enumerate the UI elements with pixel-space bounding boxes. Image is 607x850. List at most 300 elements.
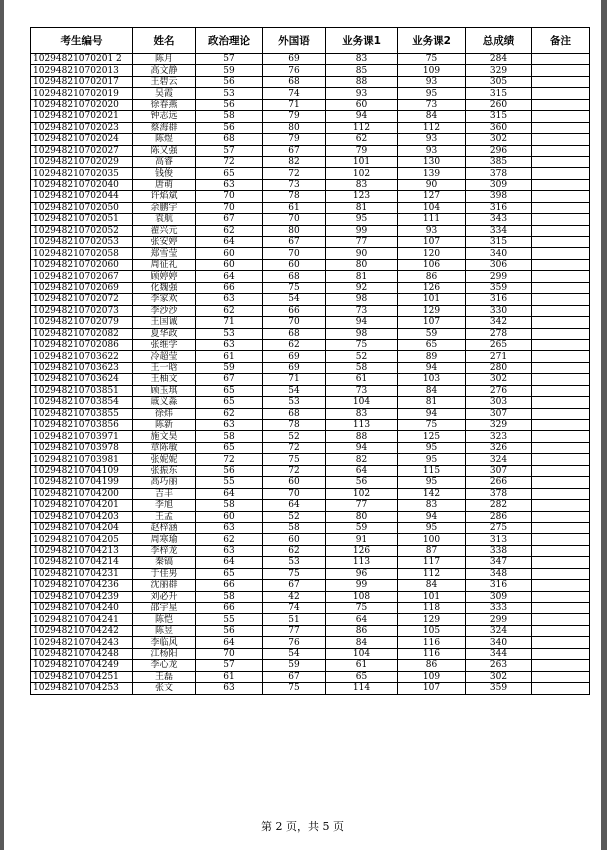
- politics-cell: 71: [196, 317, 263, 328]
- politics-cell: 64: [196, 237, 263, 248]
- table-row: [31, 637, 590, 648]
- subject-1-cell: 94: [326, 111, 398, 122]
- header-subject-2: 业务课2: [398, 28, 466, 54]
- total-score-cell: 378: [466, 168, 532, 179]
- politics-cell: 72: [196, 454, 263, 465]
- total-score-cell: 309: [466, 179, 532, 190]
- remarks-cell: [532, 454, 590, 465]
- politics-cell: 60: [196, 259, 263, 270]
- remarks-cell: [532, 683, 590, 694]
- total-score-cell: 303: [466, 397, 532, 408]
- subject-2-cell: 95: [398, 454, 466, 465]
- foreign-language-cell: 70: [263, 214, 326, 225]
- total-score-cell: 266: [466, 477, 532, 488]
- remarks-cell: [532, 225, 590, 236]
- table-row: [31, 545, 590, 556]
- subject-1-cell: 62: [326, 134, 398, 145]
- total-score-cell: 315: [466, 237, 532, 248]
- subject-1-cell: 98: [326, 294, 398, 305]
- remarks-cell: [532, 545, 590, 556]
- total-score-cell: 316: [466, 202, 532, 213]
- foreign-language-cell: 68: [263, 76, 326, 87]
- subject-1-cell: 113: [326, 420, 398, 431]
- foreign-language-cell: 61: [263, 202, 326, 213]
- total-score-cell: 260: [466, 99, 532, 110]
- subject-2-cell: 94: [398, 408, 466, 419]
- foreign-language-cell: 76: [263, 637, 326, 648]
- name-cell: 顾玉琪: [133, 385, 196, 396]
- politics-cell: 63: [196, 522, 263, 533]
- table-row: [31, 282, 590, 293]
- subject-2-cell: 107: [398, 237, 466, 248]
- candidate-id-cell: 102948210702069: [31, 282, 133, 293]
- total-score-cell: 333: [466, 603, 532, 614]
- candidate-id-cell: 102948210703854: [31, 397, 133, 408]
- candidate-id-cell: 102948210702060: [31, 259, 133, 270]
- politics-cell: 56: [196, 122, 263, 133]
- foreign-language-cell: 51: [263, 614, 326, 625]
- candidate-id-cell: 10294821070201 2: [31, 54, 133, 65]
- subject-1-cell: 108: [326, 591, 398, 602]
- subject-1-cell: 93: [326, 88, 398, 99]
- name-cell: 章陈敏: [133, 442, 196, 453]
- foreign-language-cell: 68: [263, 271, 326, 282]
- table-row: [31, 214, 590, 225]
- subject-2-cell: 90: [398, 179, 466, 190]
- table-row: [31, 614, 590, 625]
- candidate-id-cell: 102948210702051: [31, 214, 133, 225]
- subject-2-cell: 93: [398, 76, 466, 87]
- subject-1-cell: 104: [326, 397, 398, 408]
- name-cell: 徐炜: [133, 408, 196, 419]
- total-score-cell: 348: [466, 568, 532, 579]
- total-score-cell: 302: [466, 671, 532, 682]
- politics-cell: 70: [196, 202, 263, 213]
- table-row: [31, 122, 590, 133]
- subject-1-cell: 85: [326, 65, 398, 76]
- foreign-language-cell: 66: [263, 305, 326, 316]
- candidate-id-cell: 102948210704201: [31, 500, 133, 511]
- remarks-cell: [532, 637, 590, 648]
- politics-cell: 59: [196, 362, 263, 373]
- remarks-cell: [532, 385, 590, 396]
- subject-1-cell: 83: [326, 54, 398, 65]
- subject-2-cell: 117: [398, 557, 466, 568]
- subject-2-cell: 93: [398, 134, 466, 145]
- subject-2-cell: 95: [398, 88, 466, 99]
- candidate-id-cell: 102948210702040: [31, 179, 133, 190]
- remarks-cell: [532, 351, 590, 362]
- politics-cell: 63: [196, 545, 263, 556]
- name-cell: 陈煜: [133, 134, 196, 145]
- table-row: [31, 648, 590, 659]
- total-score-cell: 340: [466, 637, 532, 648]
- candidate-id-cell: 102948210704214: [31, 557, 133, 568]
- total-score-cell: 378: [466, 488, 532, 499]
- foreign-language-cell: 67: [263, 145, 326, 156]
- subject-2-cell: 100: [398, 534, 466, 545]
- score-table: [30, 27, 590, 695]
- table-row: [31, 134, 590, 145]
- politics-cell: 68: [196, 134, 263, 145]
- foreign-language-cell: 68: [263, 328, 326, 339]
- foreign-language-cell: 82: [263, 156, 326, 167]
- table-row: [31, 225, 590, 236]
- table-row: [31, 385, 590, 396]
- foreign-language-cell: 77: [263, 625, 326, 636]
- politics-cell: 64: [196, 637, 263, 648]
- document-page: [4, 0, 601, 850]
- subject-1-cell: 79: [326, 145, 398, 156]
- politics-cell: 67: [196, 214, 263, 225]
- subject-2-cell: 111: [398, 214, 466, 225]
- table-row: [31, 660, 590, 671]
- name-cell: 李临风: [133, 637, 196, 648]
- table-row: [31, 568, 590, 579]
- candidate-id-cell: 102948210702027: [31, 145, 133, 156]
- subject-2-cell: 107: [398, 317, 466, 328]
- foreign-language-cell: 58: [263, 522, 326, 533]
- name-cell: 江杨阳: [133, 648, 196, 659]
- candidate-id-cell: 102948210703856: [31, 420, 133, 431]
- candidate-id-cell: 102948210702044: [31, 191, 133, 202]
- candidate-id-cell: 102948210703623: [31, 362, 133, 373]
- subject-1-cell: 95: [326, 214, 398, 225]
- table-row: [31, 179, 590, 190]
- name-cell: 王国诚: [133, 317, 196, 328]
- foreign-language-cell: 54: [263, 294, 326, 305]
- remarks-cell: [532, 568, 590, 579]
- foreign-language-cell: 70: [263, 248, 326, 259]
- name-cell: 唐萌: [133, 179, 196, 190]
- name-cell: 李梓龙: [133, 545, 196, 556]
- name-cell: 张安婷: [133, 237, 196, 248]
- foreign-language-cell: 53: [263, 397, 326, 408]
- table-row: [31, 431, 590, 442]
- subject-2-cell: 104: [398, 202, 466, 213]
- total-score-cell: 282: [466, 500, 532, 511]
- total-score-cell: 265: [466, 339, 532, 350]
- table-row: [31, 88, 590, 99]
- candidate-id-cell: 102948210702058: [31, 248, 133, 259]
- name-cell: 陈新: [133, 420, 196, 431]
- subject-2-cell: 94: [398, 362, 466, 373]
- politics-cell: 65: [196, 385, 263, 396]
- table-row: [31, 442, 590, 453]
- politics-cell: 62: [196, 534, 263, 545]
- subject-2-cell: 107: [398, 683, 466, 694]
- remarks-cell: [532, 134, 590, 145]
- subject-2-cell: 129: [398, 614, 466, 625]
- name-cell: 秦镐: [133, 557, 196, 568]
- subject-2-cell: 101: [398, 294, 466, 305]
- candidate-id-cell: 102948210702072: [31, 294, 133, 305]
- total-score-cell: 359: [466, 282, 532, 293]
- name-cell: 顾婷婷: [133, 271, 196, 282]
- table-row: [31, 580, 590, 591]
- foreign-language-cell: 70: [263, 488, 326, 499]
- subject-1-cell: 59: [326, 522, 398, 533]
- subject-1-cell: 102: [326, 168, 398, 179]
- remarks-cell: [532, 294, 590, 305]
- candidate-id-cell: 102948210704236: [31, 580, 133, 591]
- foreign-language-cell: 59: [263, 660, 326, 671]
- remarks-cell: [532, 374, 590, 385]
- subject-2-cell: 112: [398, 568, 466, 579]
- name-cell: 余鹏宇: [133, 202, 196, 213]
- foreign-language-cell: 54: [263, 385, 326, 396]
- total-score-cell: 323: [466, 431, 532, 442]
- header-subject-1: 业务课1: [326, 28, 398, 54]
- remarks-cell: [532, 625, 590, 636]
- foreign-language-cell: 71: [263, 99, 326, 110]
- subject-2-cell: 95: [398, 442, 466, 453]
- remarks-cell: [532, 442, 590, 453]
- subject-2-cell: 86: [398, 271, 466, 282]
- table-row: [31, 145, 590, 156]
- remarks-cell: [532, 305, 590, 316]
- politics-cell: 61: [196, 671, 263, 682]
- table-row: [31, 454, 590, 465]
- name-cell: 王碧云: [133, 76, 196, 87]
- name-cell: 李家欢: [133, 294, 196, 305]
- name-cell: 翟兴元: [133, 225, 196, 236]
- subject-2-cell: 109: [398, 671, 466, 682]
- subject-2-cell: 116: [398, 648, 466, 659]
- candidate-id-cell: 102948210704231: [31, 568, 133, 579]
- politics-cell: 62: [196, 408, 263, 419]
- subject-2-cell: 115: [398, 465, 466, 476]
- subject-1-cell: 80: [326, 259, 398, 270]
- name-cell: 夏华政: [133, 328, 196, 339]
- total-score-cell: 275: [466, 522, 532, 533]
- total-score-cell: 302: [466, 374, 532, 385]
- header-candidate-id: 考生编号: [31, 28, 133, 54]
- candidate-id-cell: 102948210702052: [31, 225, 133, 236]
- subject-1-cell: 83: [326, 408, 398, 419]
- foreign-language-cell: 71: [263, 374, 326, 385]
- candidate-id-cell: 102948210702067: [31, 271, 133, 282]
- name-cell: 陈恺: [133, 614, 196, 625]
- subject-2-cell: 118: [398, 603, 466, 614]
- foreign-language-cell: 54: [263, 648, 326, 659]
- politics-cell: 55: [196, 477, 263, 488]
- candidate-id-cell: 102948210704203: [31, 511, 133, 522]
- politics-cell: 63: [196, 683, 263, 694]
- remarks-cell: [532, 76, 590, 87]
- foreign-language-cell: 74: [263, 88, 326, 99]
- subject-1-cell: 126: [326, 545, 398, 556]
- subject-1-cell: 65: [326, 671, 398, 682]
- politics-cell: 62: [196, 225, 263, 236]
- foreign-language-cell: 79: [263, 134, 326, 145]
- table-row: [31, 408, 590, 419]
- candidate-id-cell: 102948210702020: [31, 99, 133, 110]
- foreign-language-cell: 67: [263, 580, 326, 591]
- remarks-cell: [532, 317, 590, 328]
- remarks-cell: [532, 271, 590, 282]
- remarks-cell: [532, 168, 590, 179]
- subject-2-cell: 86: [398, 660, 466, 671]
- table-row: [31, 339, 590, 350]
- foreign-language-cell: 42: [263, 591, 326, 602]
- table-row: [31, 397, 590, 408]
- total-score-cell: 278: [466, 328, 532, 339]
- subject-2-cell: 129: [398, 305, 466, 316]
- politics-cell: 65: [196, 568, 263, 579]
- subject-1-cell: 64: [326, 614, 398, 625]
- foreign-language-cell: 80: [263, 225, 326, 236]
- politics-cell: 62: [196, 305, 263, 316]
- subject-1-cell: 123: [326, 191, 398, 202]
- table-row: [31, 362, 590, 373]
- name-cell: 周征礼: [133, 259, 196, 270]
- table-row: [31, 465, 590, 476]
- table-row: [31, 76, 590, 87]
- subject-1-cell: 113: [326, 557, 398, 568]
- subject-1-cell: 60: [326, 99, 398, 110]
- candidate-id-cell: 102948210704240: [31, 603, 133, 614]
- candidate-id-cell: 102948210702035: [31, 168, 133, 179]
- remarks-cell: [532, 214, 590, 225]
- table-row: [31, 328, 590, 339]
- name-cell: 张文: [133, 683, 196, 694]
- subject-2-cell: 120: [398, 248, 466, 259]
- table-row: [31, 351, 590, 362]
- politics-cell: 60: [196, 248, 263, 259]
- subject-2-cell: 116: [398, 637, 466, 648]
- foreign-language-cell: 53: [263, 557, 326, 568]
- foreign-language-cell: 60: [263, 259, 326, 270]
- foreign-language-cell: 74: [263, 603, 326, 614]
- total-score-cell: 307: [466, 408, 532, 419]
- politics-cell: 55: [196, 614, 263, 625]
- subject-1-cell: 90: [326, 248, 398, 259]
- candidate-id-cell: 102948210704205: [31, 534, 133, 545]
- foreign-language-cell: 80: [263, 122, 326, 133]
- subject-1-cell: 75: [326, 339, 398, 350]
- politics-cell: 63: [196, 179, 263, 190]
- total-score-cell: 296: [466, 145, 532, 156]
- candidate-id-cell: 102948210703971: [31, 431, 133, 442]
- name-cell: 李沙沙: [133, 305, 196, 316]
- table-row: [31, 168, 590, 179]
- politics-cell: 66: [196, 580, 263, 591]
- remarks-cell: [532, 580, 590, 591]
- name-cell: 于佳男: [133, 568, 196, 579]
- foreign-language-cell: 60: [263, 534, 326, 545]
- candidate-id-cell: 102948210704243: [31, 637, 133, 648]
- subject-2-cell: 89: [398, 351, 466, 362]
- politics-cell: 59: [196, 65, 263, 76]
- name-cell: 袁航: [133, 214, 196, 225]
- subject-1-cell: 101: [326, 156, 398, 167]
- remarks-cell: [532, 191, 590, 202]
- name-cell: 高巧丽: [133, 477, 196, 488]
- subject-2-cell: 125: [398, 431, 466, 442]
- subject-1-cell: 52: [326, 351, 398, 362]
- remarks-cell: [532, 534, 590, 545]
- subject-2-cell: 94: [398, 511, 466, 522]
- remarks-cell: [532, 511, 590, 522]
- subject-2-cell: 142: [398, 488, 466, 499]
- total-score-cell: 316: [466, 580, 532, 591]
- foreign-language-cell: 78: [263, 191, 326, 202]
- table-row: [31, 202, 590, 213]
- remarks-cell: [532, 648, 590, 659]
- candidate-id-cell: 102948210702019: [31, 88, 133, 99]
- politics-cell: 56: [196, 465, 263, 476]
- foreign-language-cell: 73: [263, 179, 326, 190]
- total-score-cell: 359: [466, 683, 532, 694]
- table-row: [31, 557, 590, 568]
- remarks-cell: [532, 259, 590, 270]
- table-row: [31, 671, 590, 682]
- remarks-cell: [532, 99, 590, 110]
- total-score-cell: 276: [466, 385, 532, 396]
- name-cell: 施文昊: [133, 431, 196, 442]
- subject-1-cell: 77: [326, 500, 398, 511]
- candidate-id-cell: 102948210704249: [31, 660, 133, 671]
- name-cell: 高文静: [133, 65, 196, 76]
- table-row: [31, 294, 590, 305]
- foreign-language-cell: 67: [263, 237, 326, 248]
- table-row: [31, 191, 590, 202]
- name-cell: 陈昱: [133, 625, 196, 636]
- table-row: [31, 500, 590, 511]
- subject-2-cell: 87: [398, 545, 466, 556]
- total-score-cell: 343: [466, 214, 532, 225]
- foreign-language-cell: 60: [263, 477, 326, 488]
- subject-1-cell: 83: [326, 179, 398, 190]
- subject-1-cell: 86: [326, 625, 398, 636]
- table-header-row: [31, 28, 590, 54]
- candidate-id-cell: 102948210704199: [31, 477, 133, 488]
- subject-2-cell: 112: [398, 122, 466, 133]
- table-row: [31, 111, 590, 122]
- politics-cell: 56: [196, 625, 263, 636]
- name-cell: 张振东: [133, 465, 196, 476]
- subject-2-cell: 83: [398, 500, 466, 511]
- subject-2-cell: 84: [398, 111, 466, 122]
- foreign-language-cell: 52: [263, 431, 326, 442]
- subject-2-cell: 127: [398, 191, 466, 202]
- table-row: [31, 317, 590, 328]
- politics-cell: 65: [196, 397, 263, 408]
- total-score-cell: 299: [466, 271, 532, 282]
- foreign-language-cell: 68: [263, 408, 326, 419]
- table-row: [31, 305, 590, 316]
- remarks-cell: [532, 431, 590, 442]
- total-score-cell: 280: [466, 362, 532, 373]
- name-cell: 冷超莹: [133, 351, 196, 362]
- table-row: [31, 420, 590, 431]
- subject-2-cell: 75: [398, 420, 466, 431]
- remarks-cell: [532, 488, 590, 499]
- subject-1-cell: 92: [326, 282, 398, 293]
- subject-1-cell: 96: [326, 568, 398, 579]
- candidate-id-cell: 102948210704242: [31, 625, 133, 636]
- subject-1-cell: 56: [326, 477, 398, 488]
- name-cell: 许焰斌: [133, 191, 196, 202]
- politics-cell: 63: [196, 420, 263, 431]
- subject-2-cell: 126: [398, 282, 466, 293]
- header-total-score: 总成绩: [466, 28, 532, 54]
- foreign-language-cell: 75: [263, 454, 326, 465]
- politics-cell: 64: [196, 488, 263, 499]
- politics-cell: 58: [196, 500, 263, 511]
- remarks-cell: [532, 65, 590, 76]
